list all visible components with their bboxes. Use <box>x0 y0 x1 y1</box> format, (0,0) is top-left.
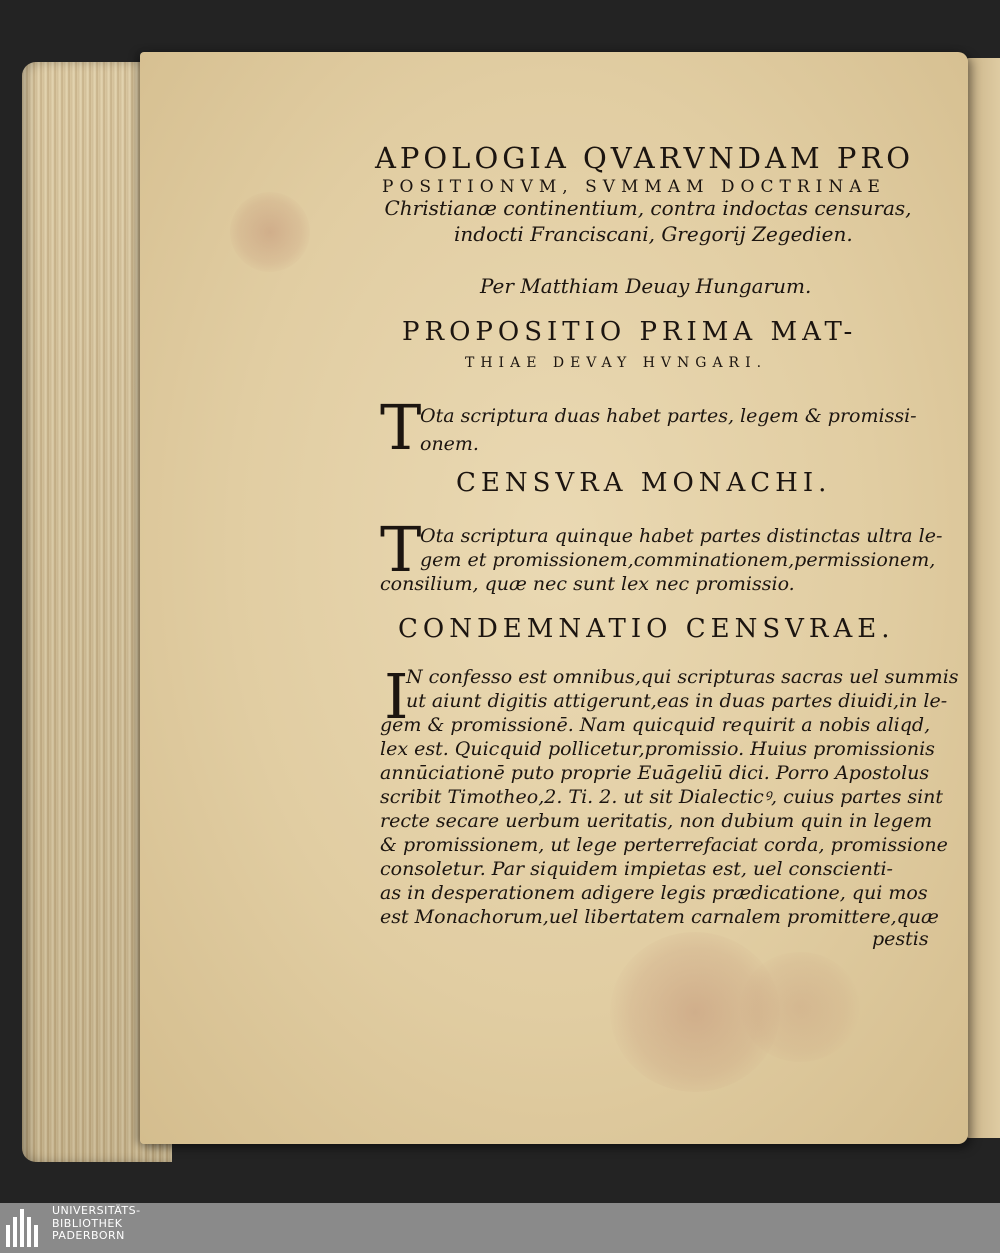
catchword: pestis <box>872 928 929 950</box>
title-line-3: Christianæ continentium, contra indoctas censuras, <box>384 196 912 220</box>
text-line: est Monachorum,uel libertatem carnalem promittere,quæ <box>380 906 939 928</box>
text-line: & promissionem, ut lege perterrefaciat corda, promissione <box>380 834 948 856</box>
text-line: Ota scriptura quinque habet partes distinctas ultra le- <box>420 525 943 547</box>
drop-cap: I <box>384 660 409 733</box>
library-footer <box>0 1203 1000 1253</box>
library-logo-icon <box>6 1209 42 1247</box>
stain <box>740 952 860 1062</box>
text-line: recte secare uerbum ueritatis, non dubium quin in legem <box>380 810 933 832</box>
library-name-line: BIBLIOTHEK <box>52 1216 123 1230</box>
library-name-line: PADERBORN <box>52 1229 125 1242</box>
title-line-1: APOLOGIA QVARVNDAM PRO <box>374 141 915 175</box>
text-line: N confesso est omnibus,qui scripturas sacras uel summis <box>406 666 959 688</box>
proposition-heading-2: THIAE DEVAY HVNGARI. <box>465 355 768 371</box>
drop-cap: T <box>380 513 422 586</box>
text-line: gem et promissionem,comminationem,permissionem, <box>420 549 936 571</box>
text-line: ut aiunt digitis attigerunt,eas in duas partes diuidi,in le- <box>406 690 948 712</box>
text-line: consoletur. Par siquidem impietas est, uel conscienti- <box>380 858 893 880</box>
text-line: as in desperationem adigere legis prædicatione, qui mos <box>380 882 928 904</box>
text-line: scribit Timotheo,2. Ti. 2. ut sit Dialecticꝰ, cuius partes sint <box>380 786 944 808</box>
text-line: lex est. Quicquid pollicetur,promissio. Huius promissionis <box>380 738 935 760</box>
title-line-2: POSITIONVM, SVMMAM DOCTRINAE <box>382 177 886 197</box>
text-line: Ota scriptura duas habet partes, legem & promissi- <box>420 405 917 427</box>
censura-heading: CENSVRA MONACHI. <box>456 468 832 498</box>
text-line: annūciationē puto proprie Euāgeliū dici. Porro Apostolus <box>380 762 930 784</box>
text-line: onem. <box>420 433 479 455</box>
condemnatio-heading: CONDEMNATIO CENSVRAE. <box>398 614 895 644</box>
title-line-4: indocti Franciscani, Gregorij Zegedien. <box>454 222 853 246</box>
stain <box>230 192 310 272</box>
library-name-line: UNIVERSITÄTS- <box>52 1204 141 1217</box>
proposition-heading-1: PROPOSITIO PRIMA MAT- <box>402 317 858 347</box>
text-line: gem & promissionē. Nam quicquid requirit a nobis aliqd, <box>380 714 931 736</box>
library-name <box>52 1205 141 1243</box>
text-line: consilium, quæ nec sunt lex nec promissio. <box>380 573 795 595</box>
byline: Per Matthiam Deuay Hungarum. <box>480 274 812 298</box>
drop-cap: T <box>380 391 422 464</box>
